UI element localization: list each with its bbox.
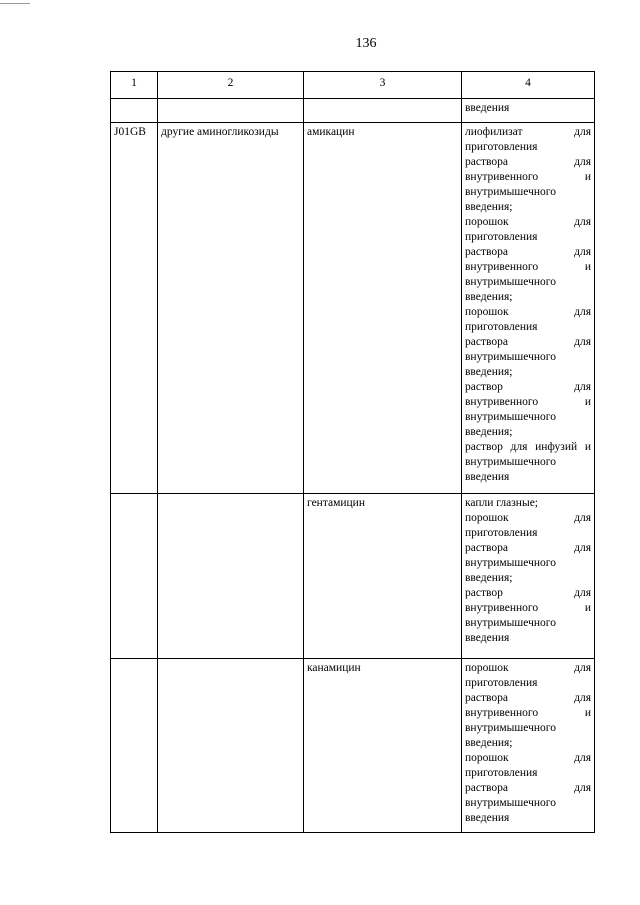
dosage-form-line: приготовления xyxy=(465,141,538,153)
drug-name-cell xyxy=(304,99,462,123)
dosage-form-line: приготовления xyxy=(465,231,538,243)
dosage-form-line: раствора для xyxy=(465,156,591,168)
dosage-form-line: внутримышечного xyxy=(465,617,556,629)
column-header-1: 1 xyxy=(111,72,158,99)
dosage-form-line: приготовления xyxy=(465,321,538,333)
dosage-form-line: раствор для инфузий и xyxy=(465,441,591,453)
dosage-form-line: раствора для xyxy=(465,782,591,794)
table-header-row xyxy=(111,72,595,99)
column-header-3: 3 xyxy=(304,72,462,99)
table-body xyxy=(111,99,595,833)
dosage-form-line: порошок для xyxy=(465,512,591,524)
dosage-form-line: введения xyxy=(465,102,510,114)
dosage-form-line: раствора для xyxy=(465,246,591,258)
dosage-form-line: порошок для xyxy=(465,306,591,318)
atc-code-cell xyxy=(111,99,158,123)
dosage-form-line: введения xyxy=(465,632,510,644)
group-name-cell xyxy=(158,659,304,833)
atc-code-cell xyxy=(111,659,158,833)
dosage-forms-cell xyxy=(462,99,595,123)
dosage-form-line: приготовления xyxy=(465,677,538,689)
drug-name-cell: гентамицин xyxy=(304,494,462,659)
dosage-form-line: внутримышечного xyxy=(465,456,556,468)
dosage-forms-cell xyxy=(462,659,595,833)
dosage-forms-cell xyxy=(462,494,595,659)
dosage-form-line: капли глазные; xyxy=(465,497,538,509)
dosage-form-line: раствора для xyxy=(465,692,591,704)
dosage-form-line: порошок для xyxy=(465,752,591,764)
group-name-cell xyxy=(158,494,304,659)
dosage-form-line: внутримышечного xyxy=(465,276,556,288)
table-row xyxy=(111,494,595,659)
dosage-form-line: введения; xyxy=(465,201,513,213)
dosage-form-line: раствора для xyxy=(465,542,591,554)
atc-code-cell: J01GB xyxy=(111,123,158,494)
dosage-form-line: введения; xyxy=(465,426,513,438)
medication-table xyxy=(110,71,595,833)
dosage-form-line: внутривенного и xyxy=(465,707,591,719)
column-header-4: 4 xyxy=(462,72,595,99)
dosage-form-line: раствора для xyxy=(465,336,591,348)
scan-corner-mark xyxy=(0,0,30,4)
dosage-form-line: введения xyxy=(465,471,510,483)
dosage-form-line: приготовления xyxy=(465,527,538,539)
dosage-form-line: раствор для xyxy=(465,587,591,599)
dosage-form-line: внутривенного и xyxy=(465,261,591,273)
page-number: 136 xyxy=(355,36,377,51)
dosage-form-line: порошок для xyxy=(465,662,591,674)
dosage-form-line: введения; xyxy=(465,737,513,749)
table-row xyxy=(111,659,595,833)
drug-name-cell: канамицин xyxy=(304,659,462,833)
table-row xyxy=(111,99,595,123)
dosage-form-line: внутримышечного xyxy=(465,411,556,423)
dosage-form-line: введения; xyxy=(465,572,513,584)
dosage-form-line: раствор для xyxy=(465,381,591,393)
dosage-form-line: порошок для xyxy=(465,216,591,228)
column-header-2: 2 xyxy=(158,72,304,99)
group-name-cell: другие аминогликозиды xyxy=(158,123,304,494)
dosage-form-line: внутримышечного xyxy=(465,722,556,734)
dosage-form-line: внутримышечного xyxy=(465,557,556,569)
dosage-form-line: внутримышечного xyxy=(465,797,556,809)
dosage-form-line: внутривенного и xyxy=(465,602,591,614)
drug-name-cell: амикацин xyxy=(304,123,462,494)
dosage-form-line: внутримышечного xyxy=(465,186,556,198)
dosage-form-line: внутривенного и xyxy=(465,396,591,408)
dosage-form-line: внутривенного и xyxy=(465,171,591,183)
dosage-form-line: введения xyxy=(465,812,510,824)
dosage-form-line: лиофилизат для xyxy=(465,126,591,138)
dosage-form-line: приготовления xyxy=(465,767,538,779)
dosage-form-line: введения; xyxy=(465,366,513,378)
table-row xyxy=(111,123,595,494)
dosage-forms-cell xyxy=(462,123,595,494)
atc-code-cell xyxy=(111,494,158,659)
group-name-cell xyxy=(158,99,304,123)
dosage-form-line: внутримышечного xyxy=(465,351,556,363)
dosage-form-line: введения; xyxy=(465,291,513,303)
